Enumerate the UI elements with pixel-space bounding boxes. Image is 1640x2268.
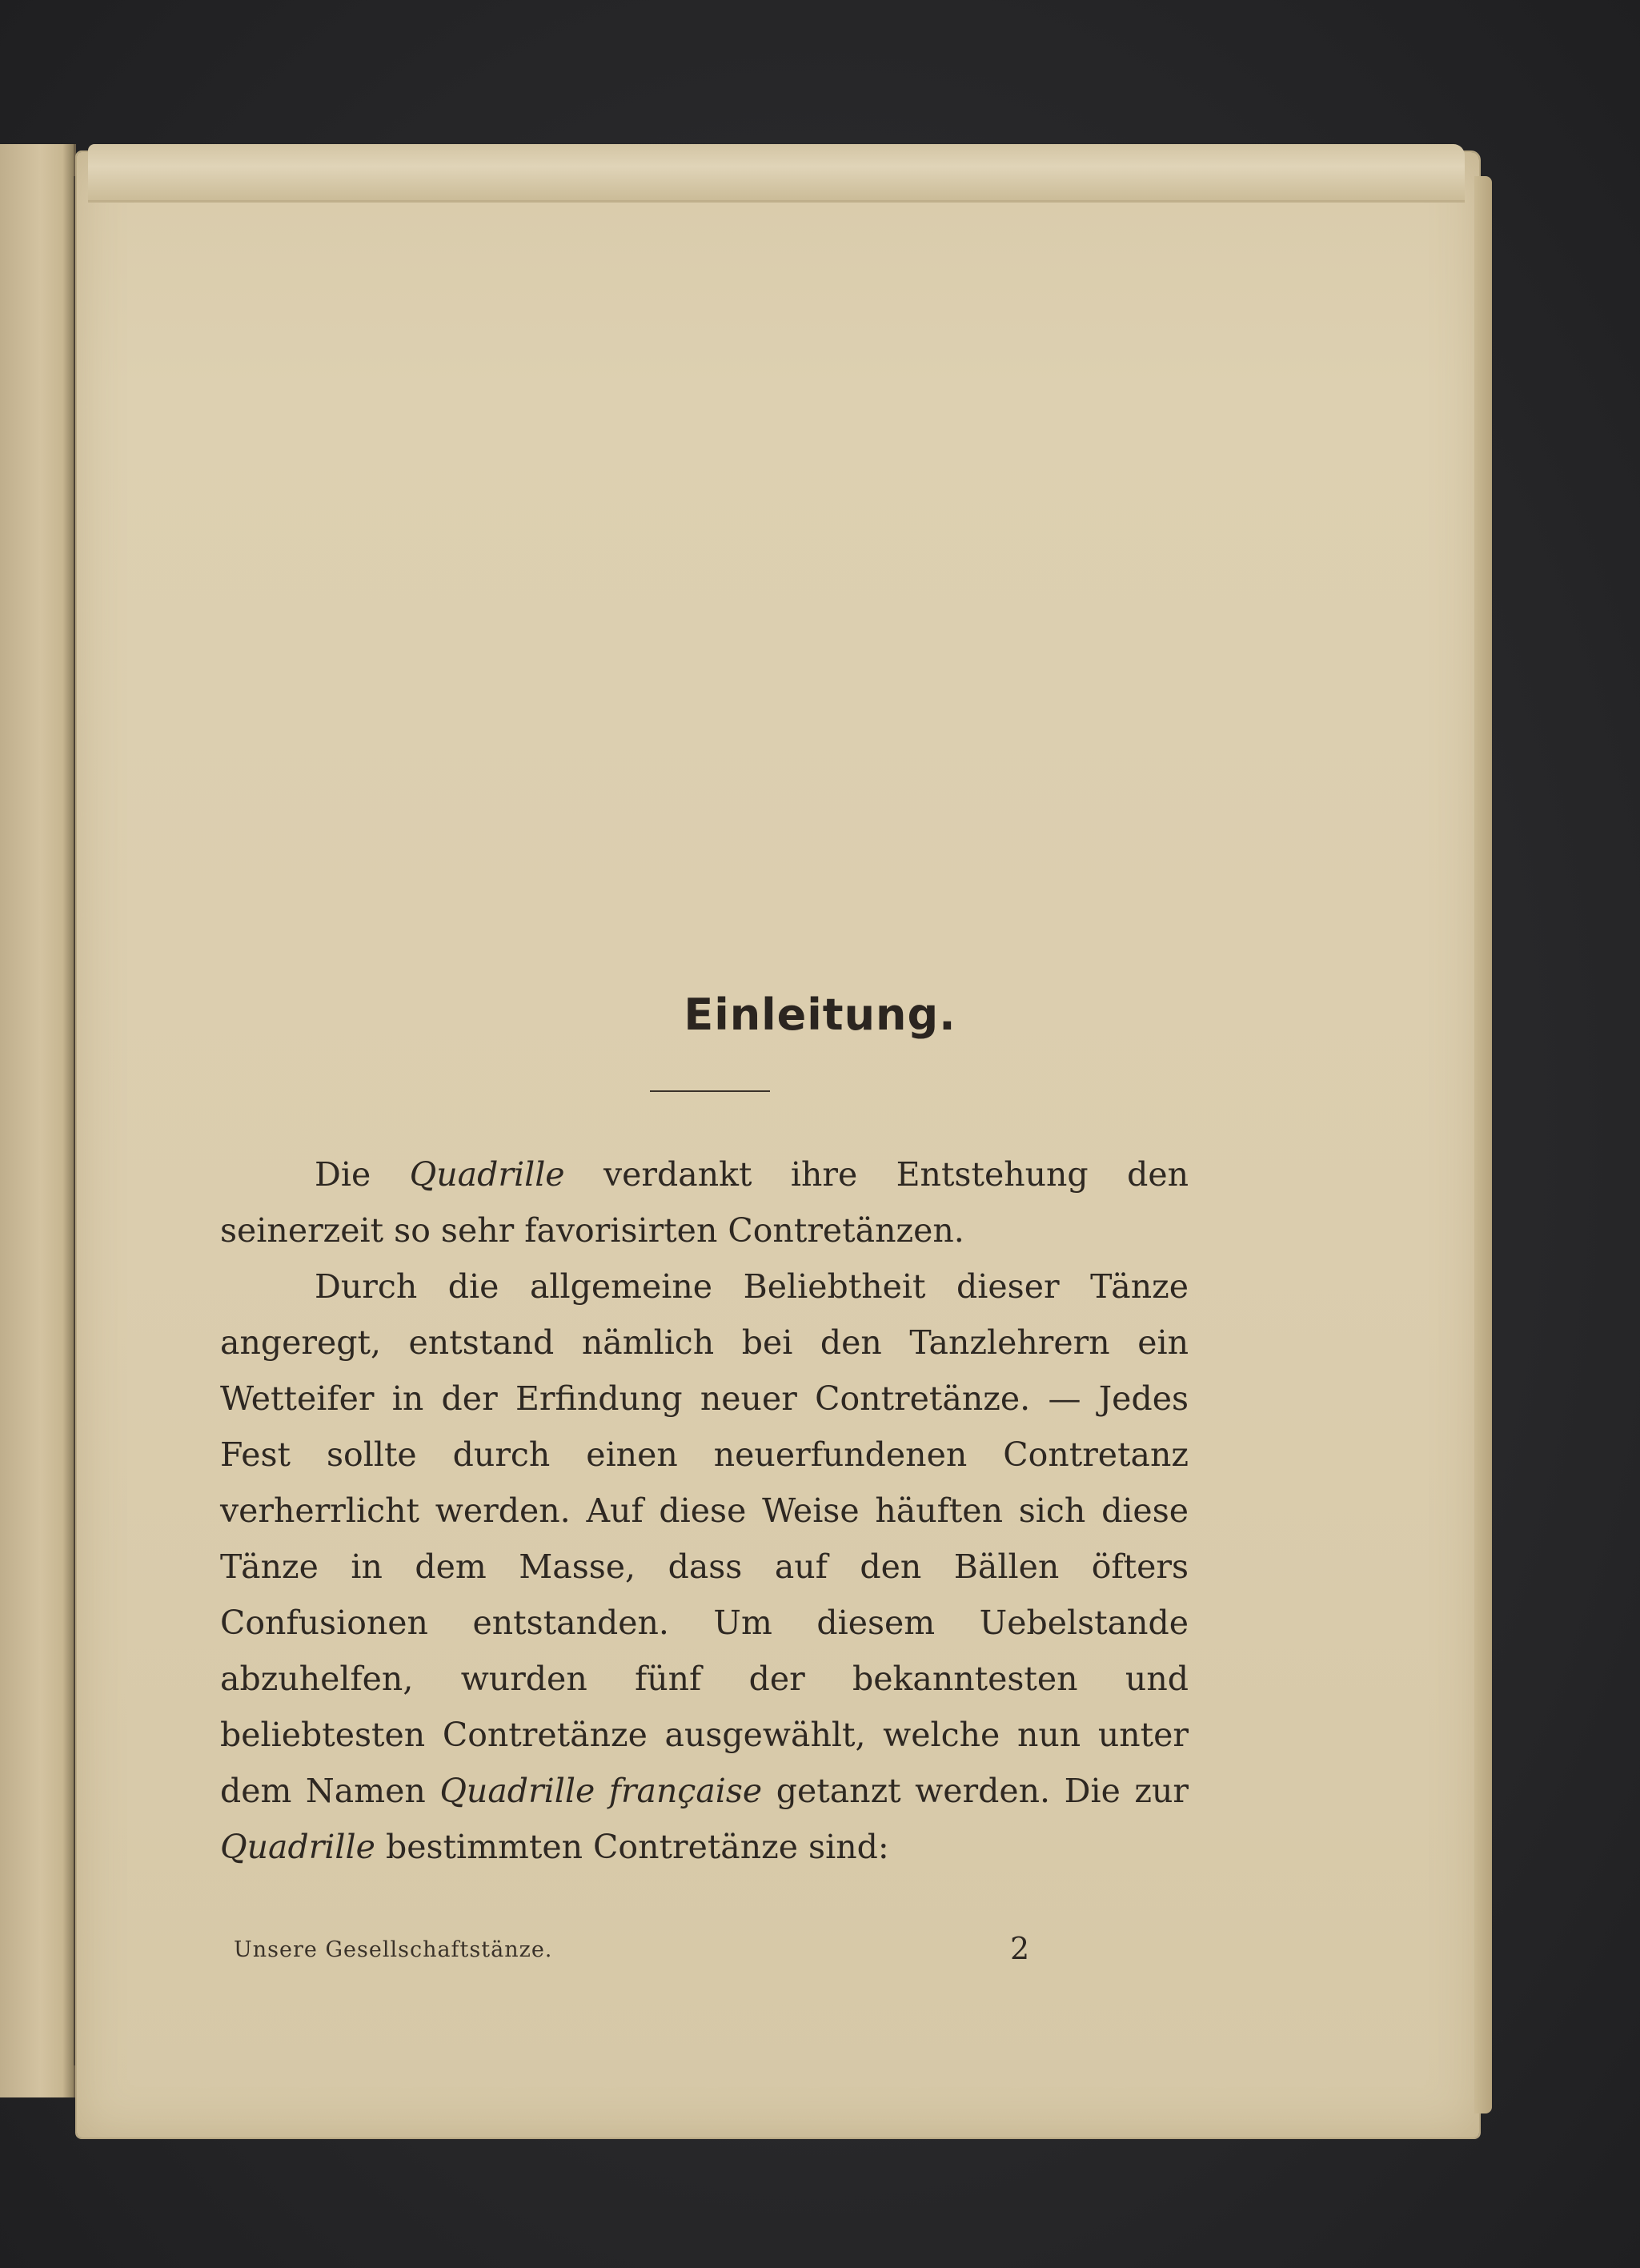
italic-run: Quadrille xyxy=(409,1155,565,1194)
facing-page-edge xyxy=(0,144,76,2097)
italic-run: Quadrille française xyxy=(439,1772,763,1810)
heading-rule xyxy=(650,1090,770,1092)
text-run: Die xyxy=(315,1155,410,1194)
text-run: getanzt werden. Die zur xyxy=(762,1772,1189,1810)
paragraph xyxy=(220,1258,1189,1875)
page-top-edge xyxy=(88,144,1465,203)
paragraph xyxy=(220,1146,1189,1258)
text-run: verdankt ihre Entstehung den seinerzeit so sehr favorisirten Contretänzen. xyxy=(220,1155,1189,1250)
body-text xyxy=(220,1146,1189,1875)
text-run: Durch die allgemeine Beliebtheit dieser Tänze angeregt, entstand nämlich bei den Tanzlehrern ein Wetteifer in der Erfindung neuer Contretänze. — Jedes Fest sollte durch einen neuerfundenen Contretanz verherrlicht werden. Auf diese Weise häuften sich diese Tänze in dem Masse, dass auf den Bällen öfters Confusionen entstanden. Um diesem Uebelstande abzuhelfen, wurden fünf der bekanntesten und beliebtesten Contretänze ausgewählt, welche nun unter dem Namen xyxy=(220,1267,1189,1810)
footer-signature: Unsere Gesellschaftstänze. xyxy=(234,1937,553,1962)
text-run: bestimmten Contretänze sind: xyxy=(375,1828,889,1866)
italic-run: Quadrille xyxy=(220,1828,375,1866)
page-number: 2 xyxy=(1010,1931,1030,1966)
page-right-edge xyxy=(1474,176,1492,2113)
chapter-heading: Einleitung. xyxy=(684,989,956,1040)
